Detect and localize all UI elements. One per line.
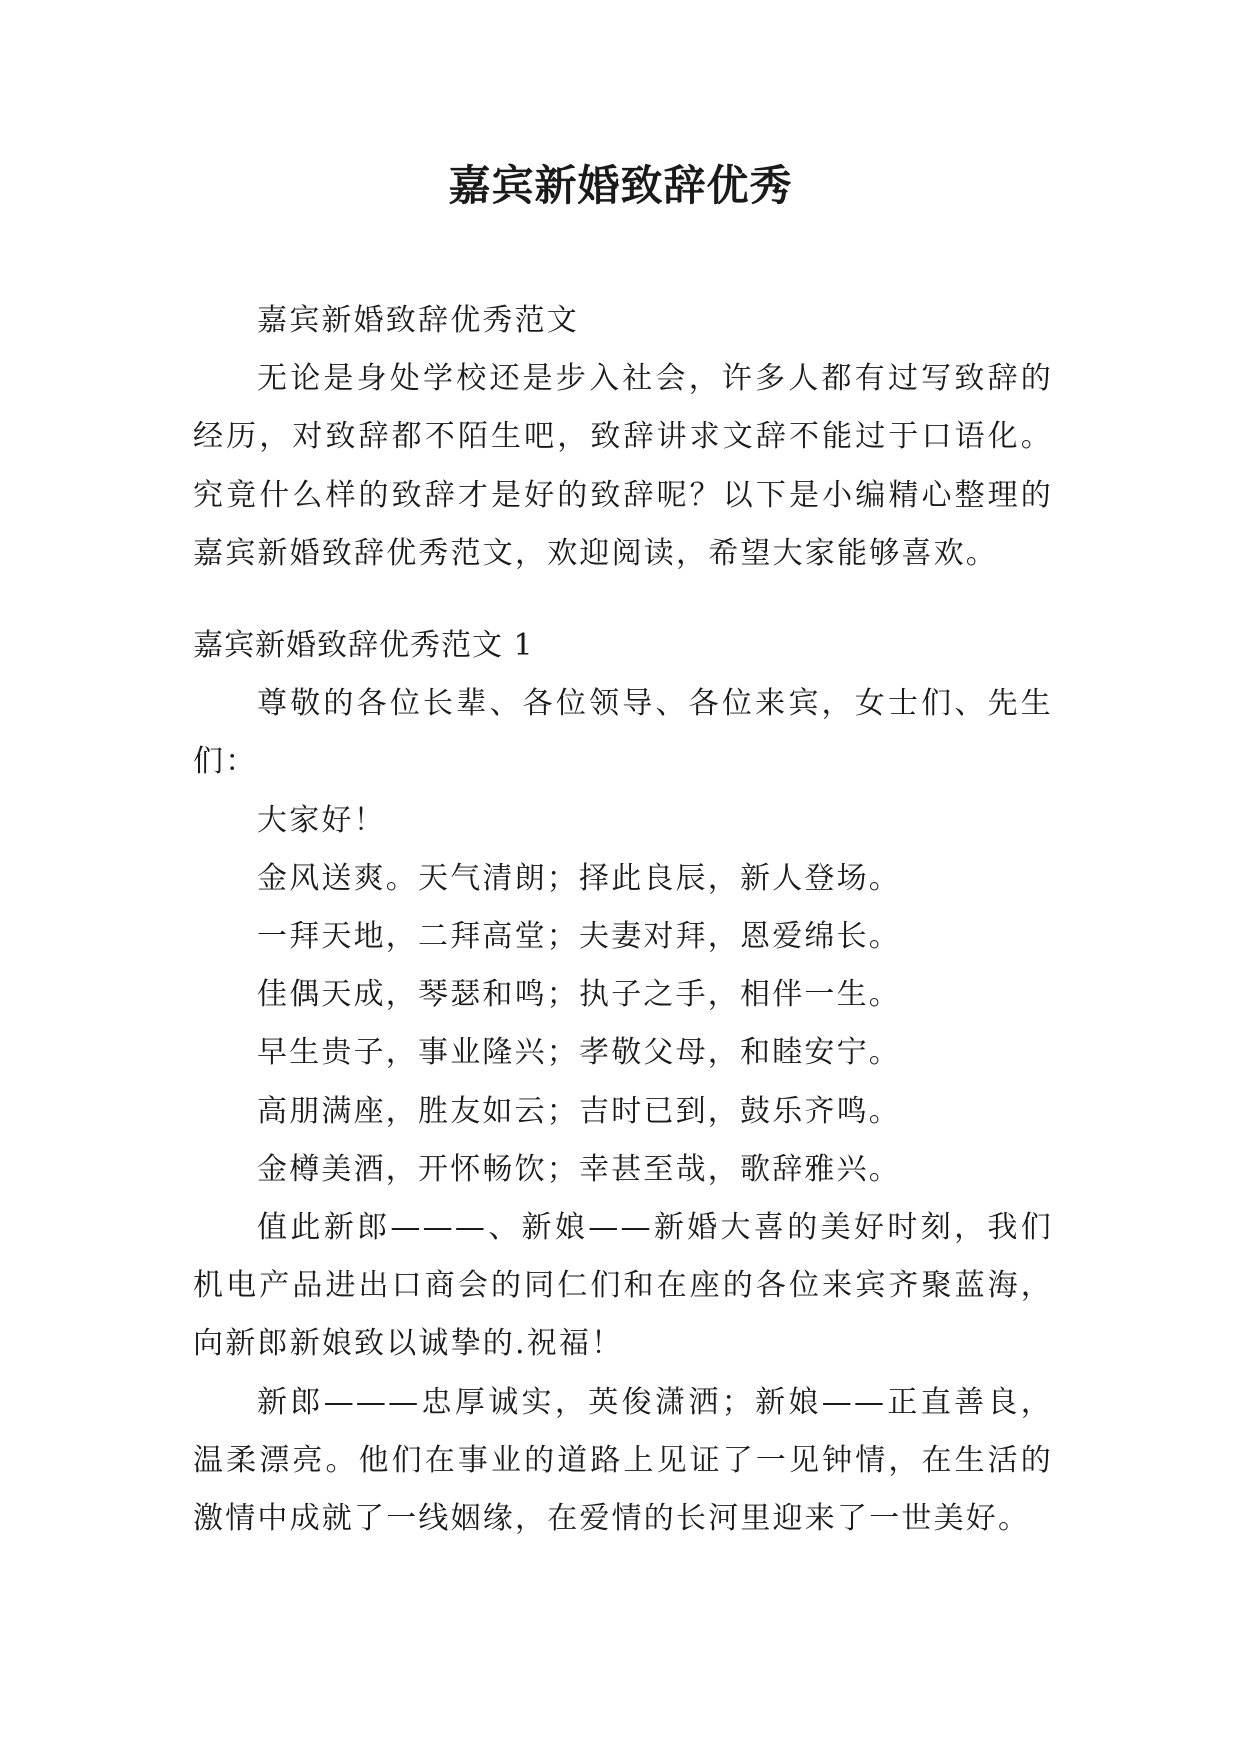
- document-body: [193, 292, 1053, 1548]
- intro-heading: 嘉宾新婚致辞优秀范文: [257, 303, 579, 338]
- paragraph-blessing: 值此新郎———、新娘——新婚大喜的美好时刻，我们机电产品进出口商会的同仁们和在座的各位来宾齐聚蓝海，向新郎新娘致以诚挚的.祝福！: [193, 1210, 1053, 1362]
- document-title: 嘉宾新婚致辞优秀: [448, 161, 793, 210]
- paragraph-couple-description: 新郎———忠厚诚实，英俊潇洒；新娘——正直善良，温柔漂亮。他们在事业的道路上见证了一见钟情，在生活的激情中成就了一线姻缘，在爱情的长河里迎来了一世美好。: [193, 1384, 1053, 1537]
- paragraph-verse-4: 早生贵子，事业隆兴；孝敬父母，和睦安宁。: [257, 1035, 901, 1071]
- section-heading: 嘉宾新婚致辞优秀范文 1: [193, 628, 534, 664]
- paragraph-verse-1: 金风送爽。天气清朗；择此良辰，新人登场。: [257, 860, 901, 896]
- paragraph-hello: 大家好！: [257, 802, 386, 838]
- section-spacer: [193, 583, 1053, 617]
- paragraph-verse-6: 金樽美酒，开怀畅饮；幸甚至哉，歌辞雅兴。: [257, 1151, 901, 1187]
- paragraph-verse-5: 高朋满座，胜友如云；吉时已到，鼓乐齐鸣。: [257, 1093, 901, 1129]
- paragraph-verse-3: 佳偶天成，琴瑟和鸣；执子之手，相伴一生。: [257, 977, 901, 1013]
- intro-paragraph: 无论是身处学校还是步入社会，许多人都有过写致辞的经历，对致辞都不陌生吧，致辞讲求文辞不能过于口语化。究竟什么样的致辞才是好的致辞呢？以下是小编精心整理的嘉宾新婚致辞优秀范文，欢迎阅读，希望大家能够喜欢。: [193, 361, 1053, 571]
- paragraph-verse-2: 一拜天地，二拜高堂；夫妻对拜，恩爱绵长。: [257, 919, 901, 955]
- paragraph-greeting-address: 尊敬的各位长辈、各位领导、各位来宾，女士们、先生们：: [193, 686, 1053, 780]
